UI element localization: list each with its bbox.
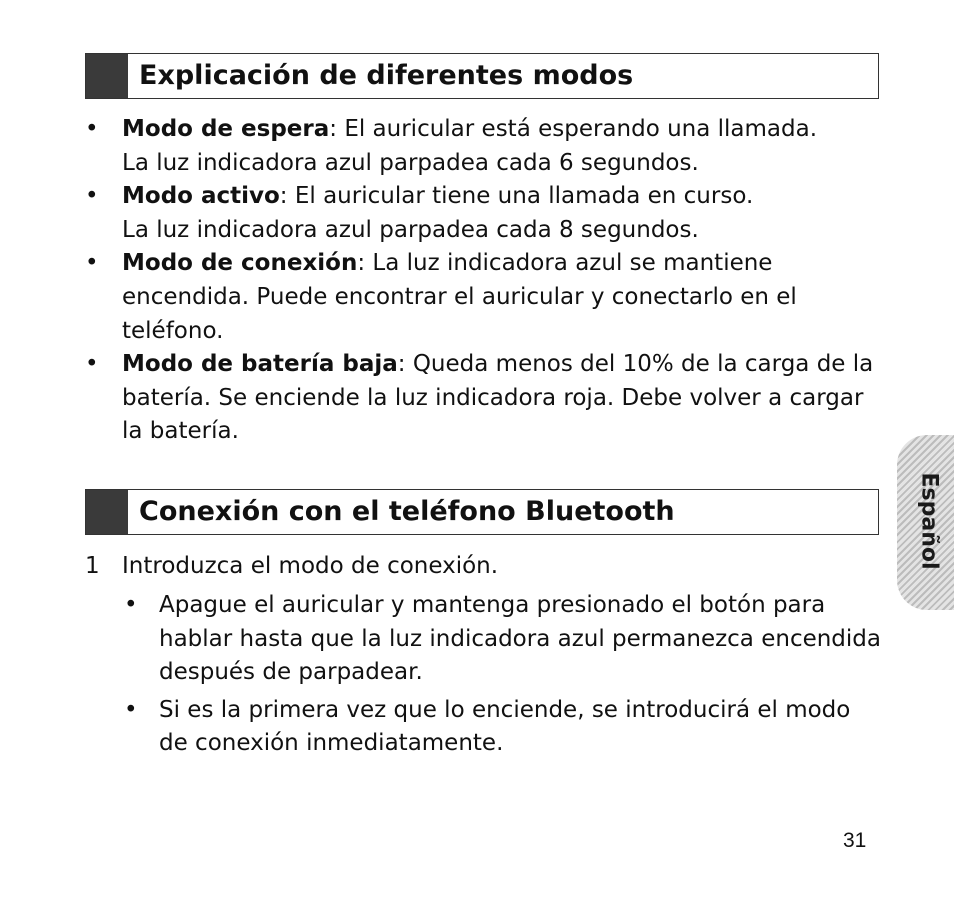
sub-item-text: Si es la primera vez que lo enciende, se introducirá el modo de conexión inmediatamente.	[159, 696, 851, 757]
language-tab	[897, 435, 954, 610]
mode-description-detail: La luz indicadora azul parpadea cada 8 segundos.	[122, 216, 699, 243]
bullet-icon: •	[85, 116, 99, 142]
mode-term: Modo de batería baja	[122, 351, 398, 378]
term-separator: :	[397, 351, 413, 378]
mode-description: La luz indicadora azul se mantiene encendida. Puede encontrar el auricular y conectarlo en el teléfono.	[122, 250, 797, 344]
mode-description: Queda menos del 10% de la carga de la batería. Se enciende la luz indicadora roja. Debe volver a cargar la batería.	[122, 351, 874, 445]
section-header-modes	[85, 53, 879, 99]
section-header-bluetooth	[85, 489, 879, 535]
mode-description-detail: La luz indicadora azul parpadea cada 6 segundos.	[122, 149, 699, 176]
page-number: 31	[843, 829, 867, 852]
section-marker	[86, 490, 128, 534]
list-item	[85, 113, 885, 180]
section-title: Explicación de diferentes modos	[139, 60, 634, 91]
step-sub-list	[122, 589, 882, 765]
step-text: Introduzca el modo de conexión.	[122, 553, 499, 579]
term-separator: :	[279, 183, 295, 210]
section-marker	[86, 54, 128, 98]
language-tab-label: Español	[916, 472, 942, 570]
mode-description: El auricular está esperando una llamada.	[344, 116, 818, 142]
sub-item-text: Apague el auricular y mantenga presionado el botón para hablar hasta que la luz indicadora azul permanezca encendida después de parpadear.	[159, 592, 881, 686]
modes-list	[85, 113, 885, 449]
list-item	[85, 348, 885, 449]
bullet-icon: •	[85, 250, 99, 277]
list-item	[85, 247, 885, 348]
list-item	[122, 589, 882, 690]
mode-term: Modo de espera	[122, 116, 330, 142]
bullet-icon: •	[124, 696, 138, 723]
list-item	[122, 694, 882, 761]
mode-term: Modo activo	[122, 183, 280, 210]
section-title: Conexión con el teléfono Bluetooth	[139, 496, 675, 527]
bullet-icon: •	[124, 592, 138, 618]
step-1	[85, 550, 498, 584]
mode-description: El auricular tiene una llamada en curso.	[294, 183, 754, 210]
step-number: 1	[85, 553, 100, 579]
term-separator: :	[329, 116, 345, 142]
term-separator: :	[357, 250, 373, 277]
bullet-icon: •	[85, 351, 99, 378]
bullet-icon: •	[85, 183, 99, 210]
mode-term: Modo de conexión	[122, 250, 358, 277]
list-item	[85, 180, 885, 247]
